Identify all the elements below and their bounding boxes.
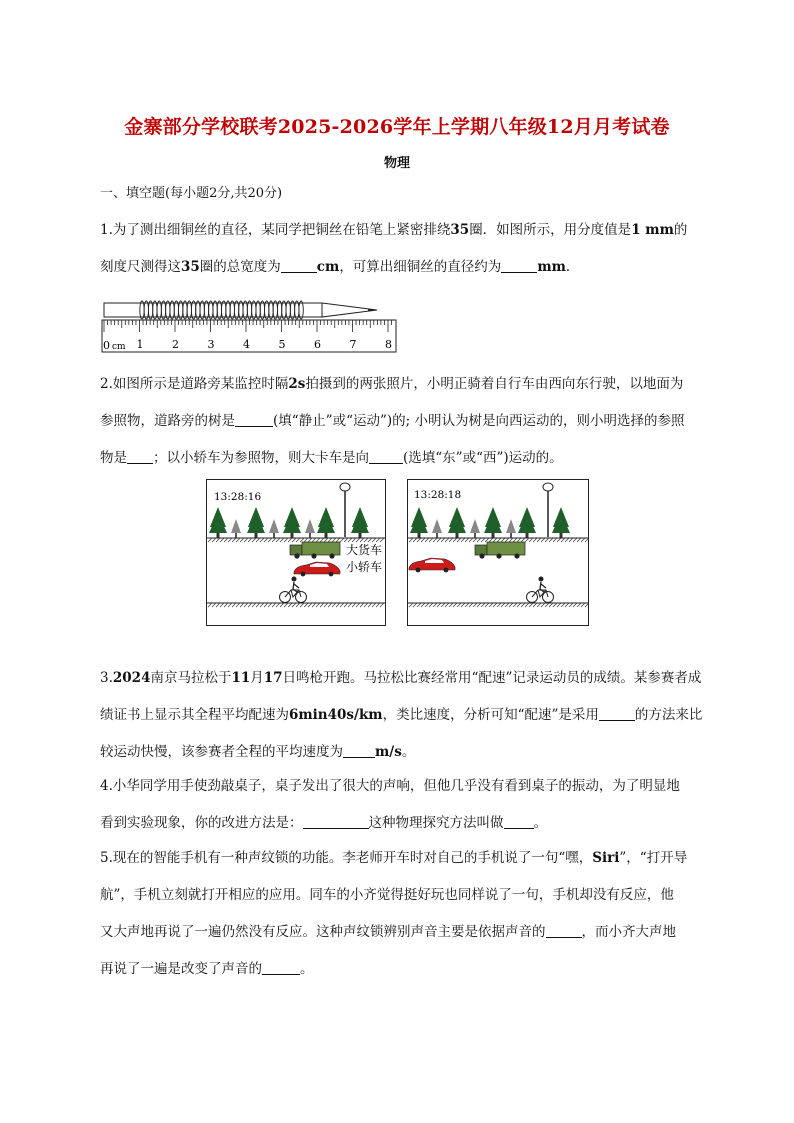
question-1: 1.为了测出细铜丝的直径，某同学把铜丝在铅笔上紧密排绕35圈．如图所示，用分度值是1 mm的 刻度尺测得这35圈的总宽度为 cm，可算出细铜丝的直径约为 mm．: [100, 222, 688, 275]
answer-blank[interactable]: [303, 814, 369, 829]
question-3: 3.2024南京马拉松于11月17日鸣枪开跑。马拉松比赛经常用“配速”记录运动员的成绩。某参赛者成 绩证书上显示其全程平均配速为6min40s/km，类比速度，分析可知“配速”是采用 的方法来比 较运动快慢，该参赛者全程的平均速度为 m/s。: [100, 670, 703, 760]
ruler-tick-label: 8: [385, 338, 392, 351]
truck-label: 大货车: [346, 543, 383, 557]
answer-blank[interactable]: [127, 449, 153, 464]
question-4: 4.小华同学用手使劲敲桌子，桌子发出了很大的声响，但他几乎没有看到桌子的振动，为了明显地 看到实验现象，你的改进方法是： 这种物理探究方法叫做 。: [100, 778, 680, 831]
answer-blank[interactable]: [369, 449, 403, 464]
ruler-tick-label: 7: [349, 338, 357, 351]
question-5: 5.现在的智能手机有一种声纹锁的功能。李老师开车时对自己的手机说了一句“嘿，Siri”，“打开导 航”，手机立刻就打开相应的应用。同车的小齐觉得挺好玩也同样说了一句，手机却没有反应，他 又大声地再说了一遍仍然没有反应。这种声纹锁辨别声音主要是依据声音的 ，而小齐大声地 再说了一遍是改变了声音的 。: [100, 850, 688, 977]
pencil-ruler-figure: [100, 298, 400, 356]
answer-blank[interactable]: [546, 923, 582, 938]
photo-timestamp: 13:28:18: [414, 489, 462, 501]
answer-blank[interactable]: [504, 814, 534, 829]
answer-blank[interactable]: [343, 743, 375, 758]
answer-blank[interactable]: [262, 960, 300, 975]
question-2: 2.如图所示是道路旁某监控时隔2s拍摄到的两张照片，小明正骑着自行车由西向东行驶，以地面为 参照物，道路旁的树是 (填“静止”或“运动”)的; 小明认为树是向西运动的，则小明选择的参照 物是 ；以小轿车为参照物，则大卡车是向 (选填“东”或“西”)运动的。: [100, 376, 685, 466]
ruler-unit-label: cm: [112, 342, 126, 352]
ruler-tick-label: 2: [172, 338, 179, 351]
ruler-tick-label: 3: [207, 338, 215, 351]
monitor-photo-1: [206, 479, 386, 627]
exam-title: 金寨部分学校联考2025-2026学年上学期八年级12月月考试卷: [124, 116, 670, 138]
subject-heading: 物理: [383, 156, 410, 171]
answer-blank[interactable]: [501, 258, 537, 273]
monitor-photo-2: [407, 479, 589, 627]
car-label: 小轿车: [346, 560, 383, 574]
ruler-tick-label: 1: [136, 338, 144, 351]
answer-blank[interactable]: [235, 412, 273, 427]
answer-blank[interactable]: [281, 258, 317, 273]
ruler-tick-label: 6: [314, 338, 321, 351]
ruler-zero-label: 0: [103, 339, 110, 352]
photo-timestamp: 13:28:16: [214, 491, 262, 503]
section-heading: 一、填空题(每小题2分,共20分): [100, 186, 283, 201]
answer-blank[interactable]: [599, 706, 635, 721]
ruler-tick-label: 5: [278, 338, 286, 351]
ruler-tick-label: 4: [243, 338, 250, 351]
